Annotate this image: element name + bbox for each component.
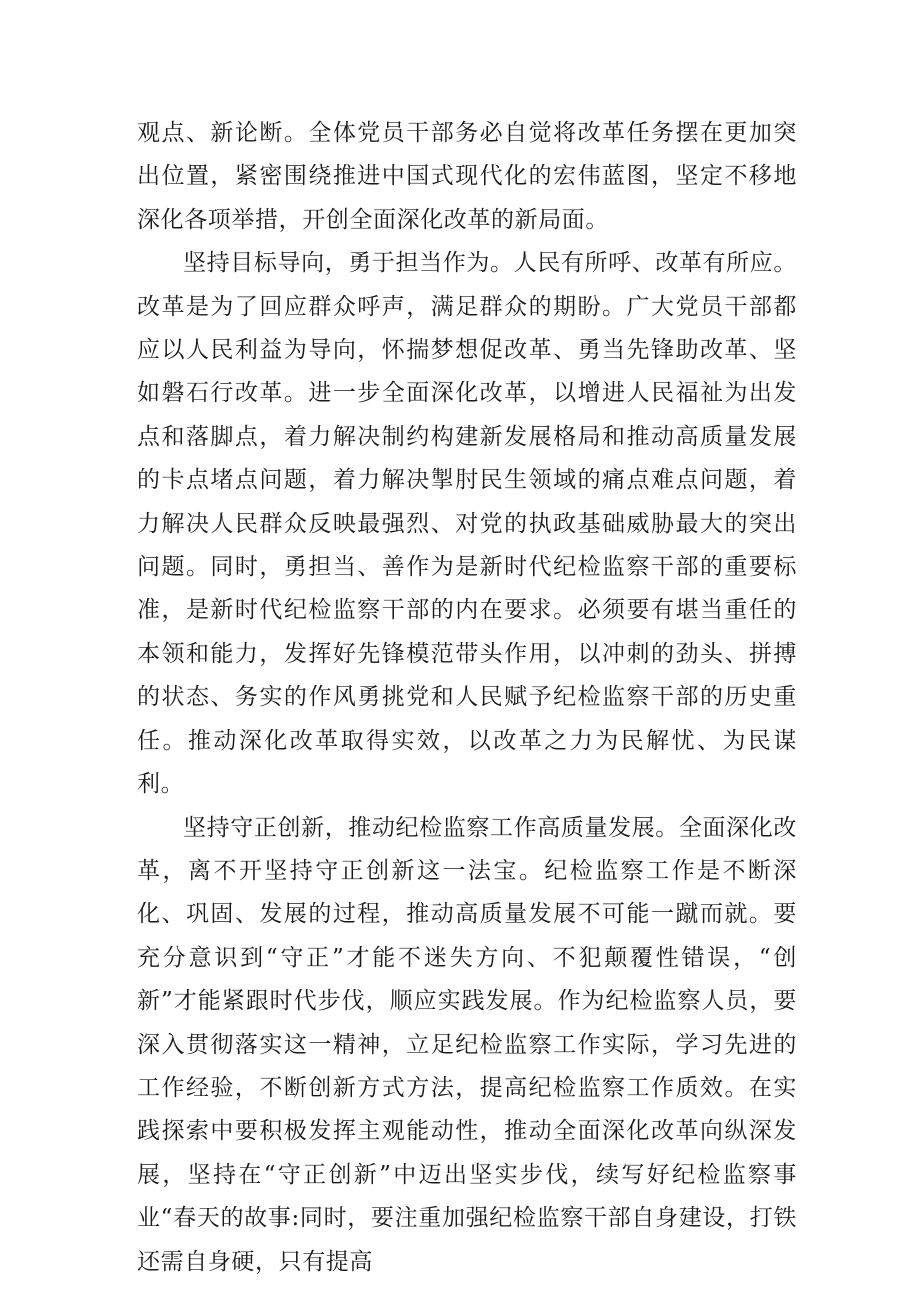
paragraph-3: 坚持守正创新，推动纪检监察工作高质量发展。全面深化改革，离不开坚持守正创新这一法宝。纪检监察工作是不断深化、巩固、发展的过程，推动高质量发展不可能一蹴而就。要充分意识到“守正”才能不迷失方向、不犯颠覆性错误，“创新”才能紧跟时代步伐，顺应实践发展。作为纪检监察人员，要深入贯彻落实这一精神，立足纪检监察工作实际，学习先进的工作经验，不断创新方式方法，提高纪检监察工作质效。在实践探索中要积极发挥主观能动性，推动全面深化改革向纵深发展，坚持在“守正创新”中迈出坚实步伐，续写好纪检监察事业“春天的故事:同时，要注重加强纪检监察干部自身建设，打铁还需自身硬，只有提高 (137, 814, 797, 1275)
document-body (137, 112, 797, 1284)
paragraph-1: 观点、新论断。全体党员干部务必自觉将改革任务摆在更加突出位置，紧密围绕推进中国式现代化的宏伟蓝图，坚定不移地深化各项举措，开创全面深化改革的新局面。 (137, 120, 797, 233)
paragraph-2: 坚持目标导向，勇于担当作为。人民有所呼、改革有所应。改革是为了回应群众呼声，满足群众的期盼。广大党员干部都应以人民利益为导向，怀揣梦想促改革、勇当先锋助改革、坚如磐石行改革。进一步全面深化改革，以增进人民福祉为出发点和落脚点，着力解决制约构建新发展格局和推动高质量发展的卡点堵点问题，着力解决掣肘民生领域的痛点难点问题，着力解决人民群众反映最强烈、对党的执政基础威胁最大的突出问题。同时，勇担当、善作为是新时代纪检监察干部的重要标准，是新时代纪检监察干部的内在要求。必须要有堪当重任的本领和能力，发挥好先锋模范带头作用，以冲刺的劲头、拼搏的状态、务实的作风勇挑党和人民赋予纪检监察干部的历史重任。推动深化改革取得实效，以改革之力为民解忧、为民谋利。 (137, 250, 797, 798)
